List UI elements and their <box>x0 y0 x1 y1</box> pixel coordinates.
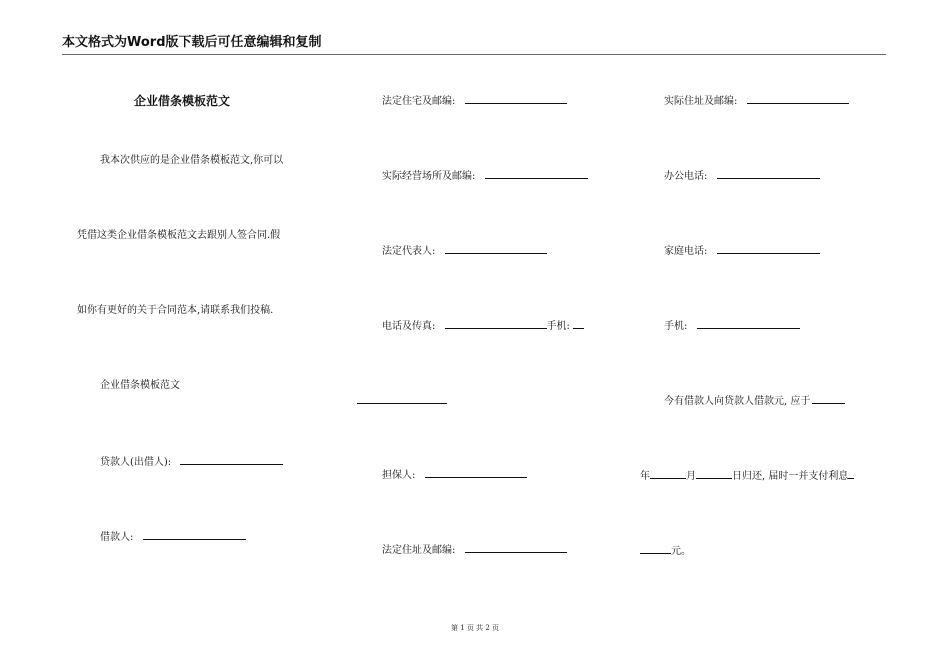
section-subtitle: 企业借条模板范文 <box>100 380 180 391</box>
office-phone-blank[interactable] <box>717 169 820 179</box>
year-char: 年 <box>640 471 650 482</box>
home-phone-blank[interactable] <box>717 244 820 254</box>
actual-address-field[interactable] <box>664 94 849 108</box>
right-mobile-blank[interactable] <box>697 319 800 329</box>
borrower-label: 借款人: <box>100 532 134 543</box>
yuan-line[interactable] <box>640 544 691 558</box>
right-mobile-label: 手机: <box>664 321 688 332</box>
borrower-field[interactable] <box>100 530 246 544</box>
legal-address-field[interactable] <box>382 543 567 557</box>
middle-column <box>330 0 630 672</box>
business-place-field[interactable] <box>382 169 588 183</box>
legal-residence-blank[interactable] <box>465 94 567 104</box>
lender-blank[interactable] <box>180 455 283 465</box>
interest-blank[interactable] <box>848 469 854 479</box>
borrower-blank[interactable] <box>143 530 246 540</box>
legal-rep-blank[interactable] <box>445 244 547 254</box>
document-title: 企业借条模板范文 <box>134 94 231 108</box>
legal-rep-field[interactable] <box>382 244 547 258</box>
guarantor-blank[interactable] <box>425 468 527 478</box>
lender-label: 贷款人(出借人): <box>100 457 172 468</box>
separator-line <box>357 403 447 404</box>
right-mobile-field[interactable] <box>664 319 800 333</box>
legal-address-label: 法定住址及邮编: <box>382 545 456 556</box>
legal-rep-label: 法定代表人: <box>382 246 436 257</box>
legal-residence-field[interactable] <box>382 94 567 108</box>
business-place-blank[interactable] <box>485 169 588 179</box>
page-number: 第 1 页 共 2 页 <box>450 624 500 632</box>
business-place-label: 实际经营场所及邮编: <box>382 171 476 182</box>
phone-fax-label: 电话及传真: <box>382 321 436 332</box>
guarantor-label: 担保人: <box>382 470 416 481</box>
interest-amount-blank[interactable] <box>640 544 671 554</box>
actual-address-label: 实际住址及邮编: <box>664 96 738 107</box>
office-phone-label: 办公电话: <box>664 171 708 182</box>
office-phone-field[interactable] <box>664 169 820 183</box>
repay-date-line[interactable] <box>640 469 854 483</box>
legal-address-blank[interactable] <box>465 543 567 553</box>
guarantor-field[interactable] <box>382 468 527 482</box>
home-phone-field[interactable] <box>664 244 820 258</box>
phone-fax-field[interactable] <box>382 319 584 333</box>
mobile-blank[interactable] <box>573 319 584 329</box>
right-column <box>630 0 950 672</box>
month-char: 月 <box>686 471 696 482</box>
yuan-text: 元。 <box>671 546 691 557</box>
phone-fax-blank[interactable] <box>445 319 547 329</box>
intro-line-2: 凭借这类企业借条模板范文去跟别人签合同.假 <box>77 230 281 241</box>
lender-field[interactable] <box>100 455 283 469</box>
header-title: 本文格式为Word版下载后可任意编辑和复制 <box>62 35 322 50</box>
actual-address-blank[interactable] <box>747 94 849 104</box>
loan-text-line[interactable] <box>664 394 845 408</box>
due-date-blank[interactable] <box>812 394 845 404</box>
repay-text: 日归还, 届时一并支付利息 <box>732 471 849 482</box>
left-column <box>0 0 330 672</box>
mobile-label: 手机: <box>546 321 570 332</box>
home-phone-label: 家庭电话: <box>664 246 708 257</box>
month-blank[interactable] <box>696 469 732 479</box>
loan-text: 今有借款人向贷款人借款元, 应于 <box>664 396 811 407</box>
intro-line-1: 我本次供应的是企业借条模板范文,你可以 <box>100 155 284 166</box>
legal-residence-label: 法定住宅及邮编: <box>382 96 456 107</box>
intro-line-3: 如你有更好的关于合同范本,请联系我们投稿. <box>77 305 274 316</box>
year-blank[interactable] <box>650 469 686 479</box>
